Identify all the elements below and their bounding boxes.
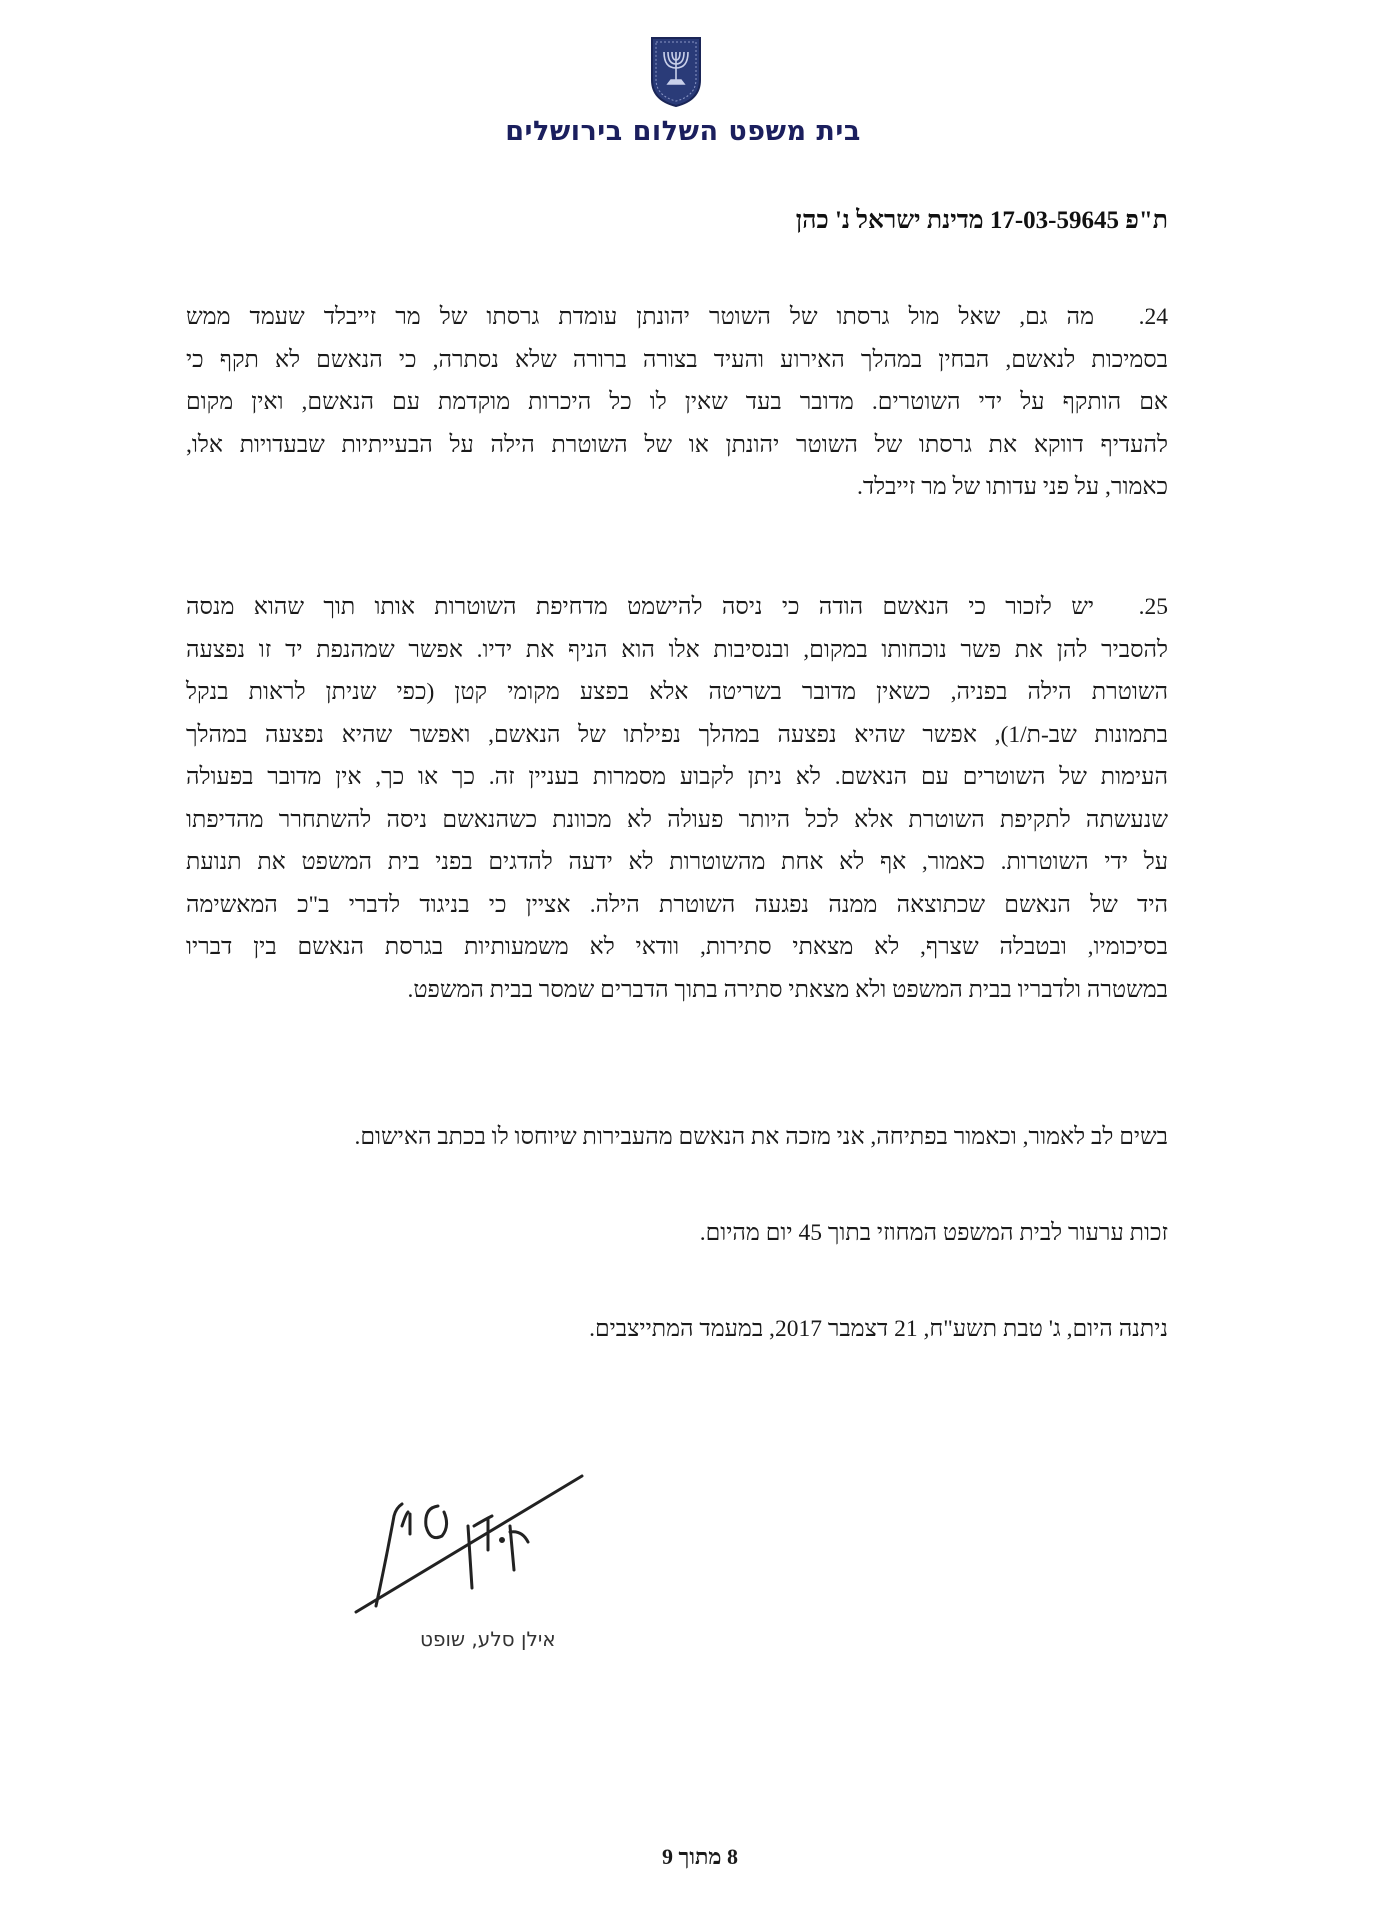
paragraph-line: כאמור, על פני עדותו של מר זייבלד. [856,474,1168,500]
case-number-title: ת"פ 17-03-59645 מדינת ישראל נ' כהן [795,207,1168,234]
paragraph-line: העימות של השוטרים עם הנאשם. לא ניתן לקבוע מסמרות בעניין זה. כך או כך, אין מדובר בפעולה [186,764,1168,790]
paragraph-line: אם הותקף על ידי השוטרים. מדובר בעד שאין לו כל היכרות מוקדמת עם הנאשם, ואין מקום [186,389,1168,415]
paragraph-25 [186,586,1168,1011]
given-date: ניתנה היום, ג' טבת תשע"ח, 21 דצמבר 2017, במעמד המתייצבים. [589,1316,1168,1342]
page-number: 8 מתוך 9 [662,1844,738,1869]
judge-name: אילן סלע, שופט [420,1627,556,1651]
paragraph-line: 24.מה גם, שאל מול גרסתו של השוטר יהונתן עומדת גרסתו של מר זייבלד שעמד ממש [186,296,1168,339]
paragraph-line: היד של הנאשם שכתוצאה ממנה נפגעה השוטרת הילה. אציין כי בניגוד לדברי ב"כ המאשימה [186,891,1168,918]
court-name: בית משפט השלום בירושלים [505,116,861,147]
verdict-statement: בשים לב לאמור, וכאמור בפתיחה, אני מזכה את הנאשם מהעבירות שיוחסו לו בכתב האישום. [354,1124,1168,1150]
paragraph-line: על ידי השוטרות. כאמור, אף לא אחת מהשוטרות לא ידעה להדגים בפני בית המשפט את תנועת [186,849,1168,875]
paragraph-line: להעדיף דווקא את גרסתו של השוטר יהונתן או של השוטרת הילה על הבעייתיות שבעדויות אלו, [186,431,1168,458]
handwritten-signature [350,1460,590,1620]
emblem-of-israel-icon [650,36,702,108]
paragraph-24 [186,296,1168,509]
paragraph-line: בסמיכות לנאשם, הבחין במהלך האירוע והעיד בצורה ברורה שלא נסתרה, כי הנאשם לא תקף כי [186,346,1168,373]
paragraph-line: בסיכומיו, ובטבלה שצרף, לא מצאתי סתירות, וודאי לא משמעותיות בגרסת הנאשם בין דבריו [186,934,1168,960]
paragraph-line: במשטרה ולדבריו בבית המשפט ולא מצאתי סתירה בתוך הדברים שמסר בבית המשפט. [407,976,1168,1003]
appeal-notice: זכות ערעור לבית המשפט המחוזי בתוך 45 יום מהיום. [699,1220,1168,1246]
paragraph-line: השוטרת הילה בפניה, כשאין מדובר בשריטה אלא בפצע מקומי קטן (כפי שניתן לראות בנקל [186,679,1168,705]
paragraph-line: להסביר להן את פשר נוכחותו במקום, ובנסיבות אלו הוא הניף את ידיו. אפשר שמהנפת יד זו נפצעה [186,636,1168,663]
paragraph-line: בתמונות שב-ת/1), אפשר שהיא נפצעה במהלך נפילתו של הנאשם, ואפשר שהיא נפצעה במהלך [186,721,1168,748]
paragraph-line: 25.יש לזכור כי הנאשם הודה כי ניסה להישמט מדחיפת השוטרות אותו תוך שהוא מנסה [186,586,1168,629]
paragraph-line: שנעשתה לתקיפת השוטרת אלא לכל היותר פעולה לא מכוונת כשהנאשם ניסה להשתחרר מהדיפתו [186,806,1168,833]
paragraph-number: 24. [1138,304,1168,330]
paragraph-number: 25. [1138,594,1168,620]
